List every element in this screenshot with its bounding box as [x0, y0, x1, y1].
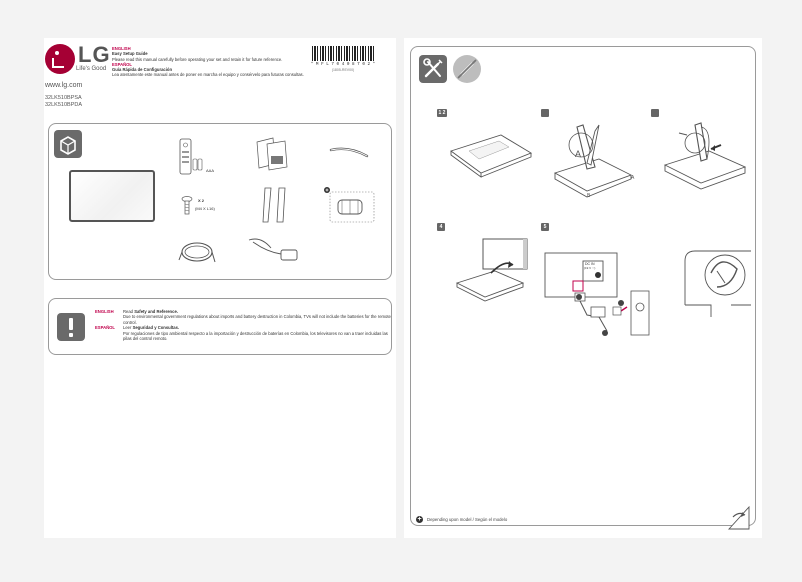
power-adapter-icon: [245, 234, 301, 266]
no-tools-icon: [453, 55, 481, 83]
intro-text: [112, 46, 332, 78]
lang-label-spanish: ESPAÑOL: [95, 325, 115, 331]
step-number: 5: [541, 223, 549, 231]
lg-logo-icon: [45, 44, 75, 74]
brand-name: LG: [78, 42, 111, 67]
lang-label-english: ENGLISH: [95, 309, 114, 314]
right-page: [404, 38, 762, 538]
battery-notice-spanish: Por regulaciones de tipo ambiental respecto a la importación y destrucción de baterías en Colombia, los televisores no van a traer incluidas las pilas del control remoto.: [123, 330, 388, 342]
step-number: [541, 109, 549, 117]
guide-title-english: Easy Setup Guide: [112, 51, 148, 57]
step3-insert-stand: [661, 119, 751, 189]
safety-reference-title-spanish: Seguridad y Consultas.: [132, 325, 180, 331]
screw-count: X 2: [198, 198, 205, 203]
step4-stand-up-tv: [455, 237, 531, 303]
warning-icon: [57, 313, 85, 341]
step-number: 4: [437, 223, 445, 231]
label-a: A: [575, 149, 582, 159]
dc-in-voltage: (19 V ⎓): [584, 266, 596, 270]
notice-panel: [48, 298, 392, 355]
guide-title-spanish: Guía Rápida de Configuración: [112, 67, 173, 73]
read-label: Read: [123, 309, 134, 314]
power-cord-icon: [179, 238, 217, 266]
barcode-revision: (1805-REV00): [331, 68, 355, 72]
page-turn-icon: [725, 503, 753, 531]
box-contents-icon: [54, 130, 82, 158]
step5-connect-power: [543, 251, 673, 343]
cable-holder-icon: [329, 146, 369, 160]
battery-notice-english: Due to environmental government regulations about imports and battery destruction in Colombia, TVs will not include the batteries for the remote control.: [123, 314, 391, 325]
model-number: 32LK510BPDA: [45, 102, 82, 108]
website-link[interactable]: www.lg.com: [45, 82, 83, 89]
battery-type-label: AAA: [206, 168, 215, 173]
step1-tv-face-down: [449, 131, 533, 179]
ferrite-core-icon: [324, 188, 376, 224]
screw-spec: (M4 X L16): [195, 206, 215, 211]
remote-control-icon: [179, 138, 193, 176]
dc-in-label: DC IN: [585, 262, 595, 266]
read-label-spanish: Leer: [123, 325, 132, 331]
label-a-small: A: [631, 175, 635, 181]
footnote: Depending upon model / Según el modelo: [427, 517, 508, 522]
safety-reference-title: Safety and Reference.: [134, 309, 178, 314]
notice-text: [95, 309, 391, 341]
optional-plus-icon: +: [417, 516, 422, 523]
label-b: B: [587, 193, 591, 199]
barcode: [312, 46, 374, 61]
manuals-icon: [255, 136, 291, 172]
step5-cable-management: [681, 247, 753, 319]
guide-text-spanish: Lea atentamente este manual antes de poner en marcha el equipo y consérvelo para futuras consultas.: [112, 72, 304, 78]
step-number: [651, 109, 659, 117]
stand-legs-icon: [259, 186, 293, 226]
screw-icon: [181, 196, 193, 216]
accessories-panel: [48, 123, 392, 280]
left-page: [44, 38, 396, 538]
tools-icon: [419, 55, 447, 83]
step-number: 1 2: [438, 110, 446, 116]
lang-label-english: ENGLISH: [112, 46, 131, 51]
step2-attach-stand: [551, 121, 635, 201]
lang-label-spanish: ESPAÑOL: [112, 61, 132, 67]
barcode-code: * M F L 7 0 4 0 8 7 0 2 *: [310, 62, 376, 67]
guide-text-english: Please read this manual carefully before operating your set and retain it for future reference.: [112, 56, 283, 62]
assembly-panel: [410, 46, 756, 526]
brand-tagline: Life's Good: [76, 66, 107, 72]
model-number: 32LK510BPSA: [45, 95, 82, 101]
tv-front-illustration: [69, 170, 155, 222]
